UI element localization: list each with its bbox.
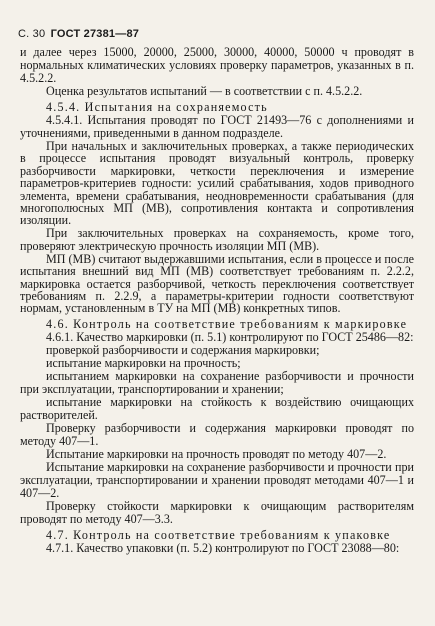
paragraph-methods-407-1-2: Испытание маркировки на сохранение разборчивости и прочности при эксплуатации, транспортировании и хранении проводят методами 407—1 и 407—2. (20, 459, 414, 500)
section-heading-4-5-4: 4.5.4. Испытания на сохраняемость (46, 100, 268, 114)
document-body (20, 46, 414, 555)
paragraph-final-checks: При заключительных проверках на сохраняемость, кроме того, проверяют электрическую прочность изоляции МП (МВ). (20, 225, 414, 253)
paragraph-result-assessment: Оценка результатов испытаний — в соответствии с п. 4.5.2.2. (46, 84, 363, 98)
paragraph-continuation: и далее через 15000, 20000, 25000, 30000, 40000, 50000 ч проводят в нормальных климатических условиях проверку параметров, указанных в п. 4.5.2.2. (20, 45, 414, 85)
page-header (18, 28, 139, 40)
list-item-solvent-resistance: испытание маркировки на стойкость к воздействию очищающих растворителей. (20, 394, 414, 422)
page-number: С. 30 (18, 28, 46, 40)
section-heading-4-7: 4.7. Контроль на соответствие требованиям к упаковке (46, 527, 391, 542)
standard-code: ГОСТ 27381—87 (50, 28, 140, 40)
list-item-legibility: проверкой разборчивости и содержания маркировки; (46, 342, 320, 357)
paragraph-4-7-1: 4.7.1. Качество упаковки (п. 5.2) контролируют по ГОСТ 23088—80: (46, 540, 400, 555)
paragraph-method-407-2: Испытание маркировки на прочность проводят по методу 407—2. (46, 446, 387, 461)
list-item-preservation: испытанием маркировки на сохранение разборчивости и прочности при эксплуатации, транспортировании и хранении; (20, 368, 414, 396)
paragraph-4-5-4-1: 4.5.4.1. Испытания проводят по ГОСТ 21493—76 с дополнениями и уточнениями, приведенными в данном подразделе. (20, 113, 414, 140)
paragraph-checks: При начальных и заключительных проверках, а также периодических в процессе испытания проводят визуальный контроль, проверку разборчивости маркировки, четкости переключения и измерение параметров-критериев годности: усилий срабатывания, ходов приводного элемента, времени срабатывания, неодновременности срабатывания (для многополюсных МП (МВ), сопротивления контакта и сопротивления изоляции. (20, 139, 414, 228)
paragraph-method-407-1: Проверку разборчивости и содержания маркировки проводят по методу 407—1. (20, 420, 414, 448)
paragraph-pass-criteria: МП (МВ) считают выдержавшими испытания, если в процессе и после испытания внешний вид МП (МВ) соответствует требованиям п. 2.2.2, маркировка остается разборчивой, четкость переключения соответствует требованиям п. 2.2.9, а параметры-критерии годности соответствуют нормам, установленным в ТУ на МП (МВ) конкретных типов. (20, 251, 415, 316)
paragraph-method-407-3-3: Проверку стойкости маркировки к очищающим растворителям проводят по методу 407—3.3. (20, 498, 414, 526)
list-item-durability: испытание маркировки на прочность; (46, 355, 241, 370)
paragraph-4-6-1: 4.6.1. Качество маркировки (п. 5.1) контролируют по ГОСТ 25486—82: (46, 329, 414, 344)
section-heading-4-6: 4.6. Контроль на соответствие требованиям к маркировке (46, 316, 408, 331)
